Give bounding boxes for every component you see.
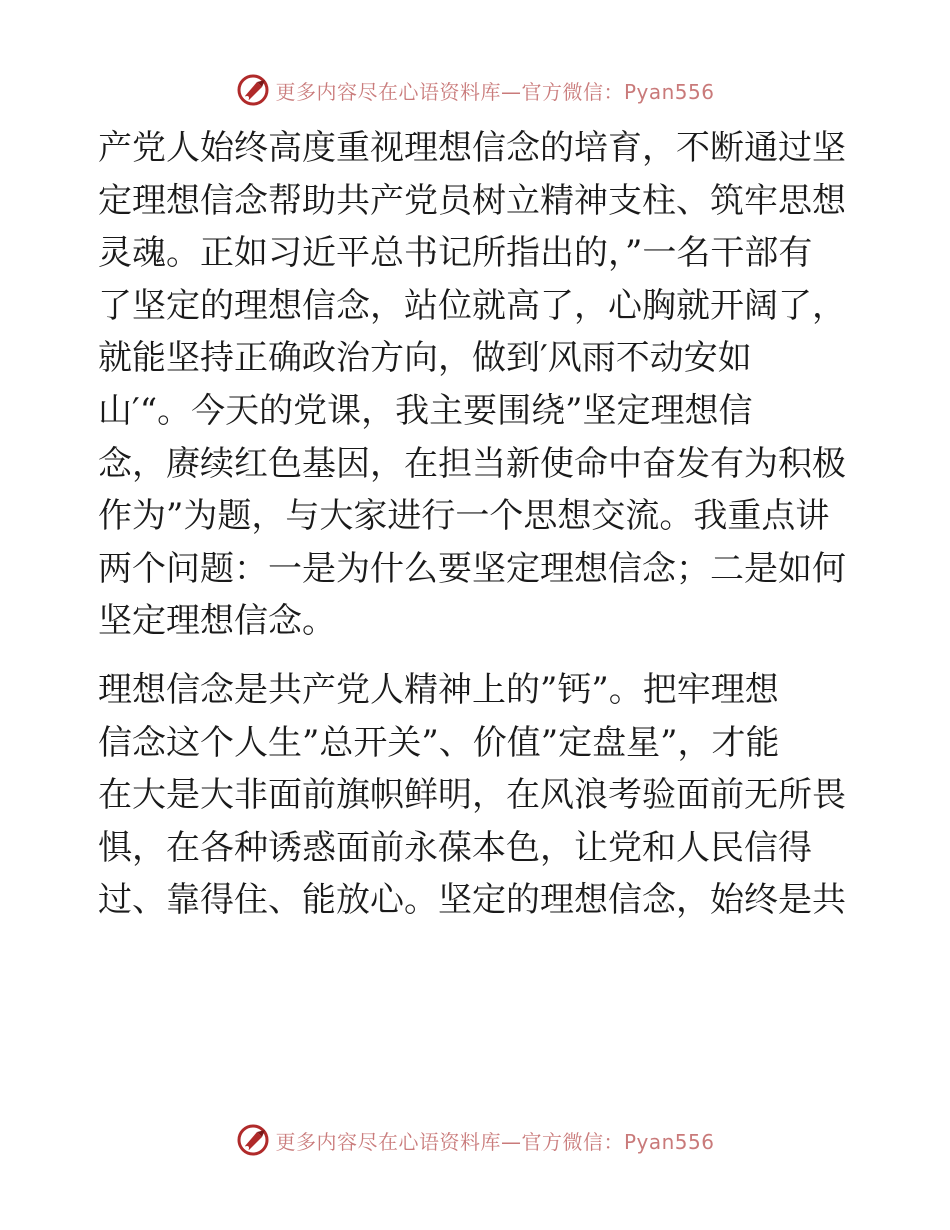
pen-nib-logo-icon <box>235 72 271 108</box>
text-line: 山′“。今天的党课，我主要围绕”坚定理想信 <box>98 390 753 431</box>
text-line: 产党人始终高度重视理想信念的培育，不断通过坚 <box>98 128 846 168</box>
text-line: 坚定理想信念。 <box>98 601 336 642</box>
text-line: 两个问题：一是为什么要坚定理想信念；二是如何 <box>98 548 846 589</box>
document-body <box>98 122 858 927</box>
text-line: 念，赓续红色基因，在担当新使命中奋发有为积极 <box>98 443 846 484</box>
text-line: 信念这个人生”总开关”、价值”定盘星”，才能 <box>98 722 780 763</box>
paragraph-1 <box>98 122 858 648</box>
footer-banner <box>0 1120 950 1160</box>
text-line: 理想信念是共产党人精神上的”钙”。把牢理想 <box>98 669 779 710</box>
text-line: 作为”为题，与大家进行一个思想交流。我重点讲 <box>98 496 830 537</box>
text-line: 就能坚持正确政治方向，做到′风雨不动安如 <box>98 338 752 379</box>
text-line: 在大是大非面前旗帜鲜明，在风浪考验面前无所畏 <box>98 775 846 816</box>
pen-nib-logo-icon <box>235 1122 271 1158</box>
header-banner <box>0 70 950 110</box>
text-line: 灵魂。正如习近平总书记所指出的，”一名干部有 <box>98 233 813 274</box>
text-line: 了坚定的理想信念，站位就高了，心胸就开阔了， <box>98 285 846 326</box>
footer-banner-text: 更多内容尽在心语资料库—官方微信：Pyan556 <box>275 1129 715 1154</box>
header-banner-text: 更多内容尽在心语资料库—官方微信：Pyan556 <box>275 79 715 104</box>
text-line: 过、靠得住、能放心。坚定的理想信念，始终是共 <box>98 880 846 921</box>
text-line: 惧，在各种诱惑面前永葆本色，让党和人民信得 <box>98 827 812 868</box>
paragraph-2 <box>98 664 858 927</box>
text-line: 定理想信念帮助共产党员树立精神支柱、筑牢思想 <box>98 180 846 221</box>
